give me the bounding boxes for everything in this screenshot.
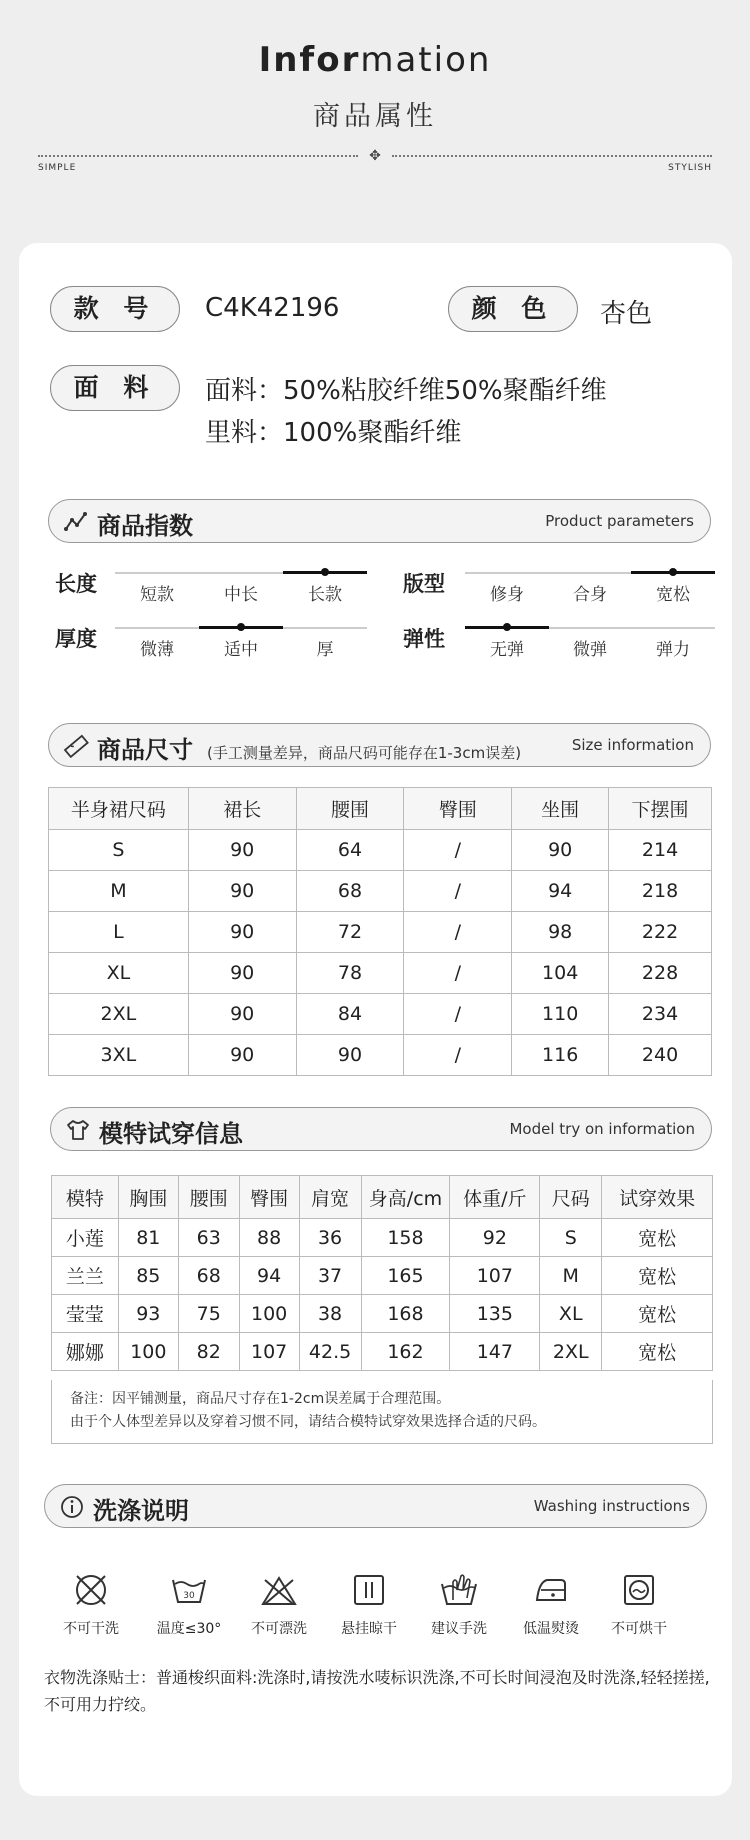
thickness-marker — [237, 623, 245, 631]
model-cell: 宽松 — [602, 1219, 713, 1257]
size-cell: 72 — [296, 912, 404, 953]
model-cell: 37 — [299, 1257, 361, 1295]
fabric-line-1: 面料：50%粘胶纤维50%聚酯纤维 — [205, 376, 607, 406]
size-cell: 90 — [188, 912, 296, 953]
model-cell: 168 — [361, 1295, 450, 1333]
model-cell: 100 — [239, 1295, 299, 1333]
fit-option: 修身 — [490, 585, 524, 605]
size-cell: 94 — [512, 871, 609, 912]
size-cell: / — [404, 830, 512, 871]
size-cell: 98 — [512, 912, 609, 953]
size-cell: 90 — [188, 953, 296, 994]
model-cell: 94 — [239, 1257, 299, 1295]
model-cell: 107 — [450, 1257, 540, 1295]
size-section-bar — [48, 723, 711, 767]
elasticity-label: 弹性 — [403, 627, 445, 651]
wash-label: 温度≤30° — [156, 1621, 222, 1637]
model-header-cell: 模特 — [52, 1176, 119, 1219]
size-header-cell: 裙长 — [188, 788, 296, 830]
model-row — [52, 1257, 713, 1295]
wash-label: 悬挂晾干 — [341, 1621, 397, 1637]
title-light-part: mation — [360, 40, 492, 80]
wash-label: 建议手洗 — [431, 1621, 487, 1637]
no-bleach-icon — [259, 1570, 299, 1610]
model-cell: S — [540, 1219, 602, 1257]
model-cell: 小莲 — [52, 1219, 119, 1257]
model-title-en: Model try on information — [509, 1120, 695, 1138]
size-cell: 78 — [296, 953, 404, 994]
size-title — [97, 730, 521, 765]
size-cell: / — [404, 1035, 512, 1076]
size-cell: / — [404, 871, 512, 912]
model-cell: 147 — [450, 1333, 540, 1371]
model-cell: 38 — [299, 1295, 361, 1333]
model-row — [52, 1219, 713, 1257]
length-option: 短款 — [140, 585, 174, 605]
size-cell: / — [404, 953, 512, 994]
size-cell: 104 — [512, 953, 609, 994]
elasticity-option: 弹力 — [656, 640, 690, 660]
model-cell: 2XL — [540, 1333, 602, 1371]
fit-option: 宽松 — [656, 585, 690, 605]
wash-label: 低温熨烫 — [523, 1621, 579, 1637]
model-header-cell: 身高/cm — [361, 1176, 450, 1219]
size-title-en: Size information — [571, 736, 694, 754]
wash-30-icon — [169, 1570, 209, 1610]
model-cell: 娜娜 — [52, 1333, 119, 1371]
model-cell: 88 — [239, 1219, 299, 1257]
wash-label: 不可烘干 — [611, 1621, 667, 1637]
wash-item — [146, 1570, 232, 1638]
size-header-cell: 半身裙尺码 — [49, 788, 189, 830]
model-header-row — [52, 1176, 713, 1219]
wash-label: 不可干洗 — [63, 1621, 119, 1637]
washing-title-en: Washing instructions — [533, 1497, 690, 1515]
color-label: 颜 色 — [448, 286, 578, 332]
size-cell: 218 — [609, 871, 712, 912]
wash-item — [416, 1570, 502, 1638]
size-cell: 240 — [609, 1035, 712, 1076]
size-cell: 222 — [609, 912, 712, 953]
model-cell: 165 — [361, 1257, 450, 1295]
wash-item — [326, 1570, 412, 1638]
length-label: 长度 — [55, 572, 97, 596]
tshirt-icon — [65, 1117, 91, 1143]
model-cell: 107 — [239, 1333, 299, 1371]
fit-option: 合身 — [573, 585, 607, 605]
length-option: 中长 — [224, 585, 258, 605]
size-cell: L — [49, 912, 189, 953]
style-no-value: C4K42196 — [205, 293, 340, 323]
size-cell: XL — [49, 953, 189, 994]
params-title: 商品指数 — [97, 512, 193, 540]
model-header-cell: 腰围 — [178, 1176, 239, 1219]
size-cell: 90 — [188, 994, 296, 1035]
trend-icon — [63, 509, 89, 535]
model-title: 模特试穿信息 — [99, 1120, 243, 1148]
washing-tip: 衣物洗涤贴士：普通梭织面料:洗涤时,请按洗水唛标识洗涤,不可长时间浸泡及时洗涤,轻轻搓搓,不可用力拧绞。 — [44, 1668, 710, 1714]
size-cell: 84 — [296, 994, 404, 1035]
size-cell: M — [49, 871, 189, 912]
size-header-row — [49, 788, 712, 830]
hang-dry-icon — [349, 1570, 389, 1610]
model-header-cell: 肩宽 — [299, 1176, 361, 1219]
ruler-icon — [63, 733, 89, 759]
simple-tag: SIMPLE — [38, 163, 77, 173]
divider-right — [392, 155, 712, 157]
model-table — [51, 1175, 713, 1371]
model-header-cell: 尺码 — [540, 1176, 602, 1219]
model-header-cell: 胸围 — [118, 1176, 178, 1219]
size-cell: 90 — [188, 871, 296, 912]
size-cell: 90 — [188, 830, 296, 871]
size-header-cell: 臀围 — [404, 788, 512, 830]
model-cell: 92 — [450, 1219, 540, 1257]
model-row — [52, 1333, 713, 1371]
wash-label: 不可漂洗 — [251, 1621, 307, 1637]
model-cell: 93 — [118, 1295, 178, 1333]
model-cell: M — [540, 1257, 602, 1295]
washing-section-bar — [44, 1484, 707, 1528]
thickness-option: 适中 — [224, 640, 258, 660]
size-row — [49, 1035, 712, 1076]
size-header-cell: 腰围 — [296, 788, 404, 830]
wash-item — [236, 1570, 322, 1638]
title-bold-part: Infor — [258, 40, 361, 80]
wash-item — [596, 1570, 682, 1638]
compass-icon: ✥ — [369, 148, 381, 164]
thickness-option: 微薄 — [140, 640, 174, 660]
size-table — [48, 787, 712, 1076]
size-cell: / — [404, 994, 512, 1035]
model-cell: 68 — [178, 1257, 239, 1295]
model-header-cell: 体重/斤 — [450, 1176, 540, 1219]
size-cell: 116 — [512, 1035, 609, 1076]
size-cell: 214 — [609, 830, 712, 871]
size-cell: 228 — [609, 953, 712, 994]
model-header-cell: 试穿效果 — [602, 1176, 713, 1219]
size-row — [49, 912, 712, 953]
info-icon — [59, 1494, 85, 1520]
size-cell: 2XL — [49, 994, 189, 1035]
model-cell: 莹莹 — [52, 1295, 119, 1333]
fabric-label: 面 料 — [50, 365, 180, 411]
model-cell: 宽松 — [602, 1333, 713, 1371]
length-option: 长款 — [308, 585, 342, 605]
size-title-text: 商品尺寸 — [97, 736, 193, 764]
model-row — [52, 1295, 713, 1333]
model-cell: 36 — [299, 1219, 361, 1257]
style-no-label: 款 号 — [50, 286, 180, 332]
model-cell: 75 — [178, 1295, 239, 1333]
model-note-line: 备注：因平铺测量，商品尺寸存在1-2cm误差属于合理范围。 — [70, 1391, 451, 1407]
model-cell: 63 — [178, 1219, 239, 1257]
page-subtitle: 商品属性 — [313, 101, 437, 132]
size-cell: 234 — [609, 994, 712, 1035]
stylish-tag: STYLISH — [668, 163, 712, 173]
size-row — [49, 953, 712, 994]
low-iron-icon — [531, 1570, 571, 1610]
fit-marker — [669, 568, 677, 576]
model-section-bar — [50, 1107, 712, 1151]
model-cell: XL — [540, 1295, 602, 1333]
model-cell: 宽松 — [602, 1295, 713, 1333]
size-cell: 110 — [512, 994, 609, 1035]
size-header-cell: 下摆围 — [609, 788, 712, 830]
size-cell: S — [49, 830, 189, 871]
model-cell: 85 — [118, 1257, 178, 1295]
size-cell: 3XL — [49, 1035, 189, 1076]
thickness-option: 厚 — [316, 640, 334, 660]
size-row — [49, 830, 712, 871]
size-cell: / — [404, 912, 512, 953]
model-cell: 82 — [178, 1333, 239, 1371]
model-note — [51, 1380, 713, 1444]
color-value: 杏色 — [600, 299, 653, 329]
size-row — [49, 871, 712, 912]
model-cell: 81 — [118, 1219, 178, 1257]
size-cell: 64 — [296, 830, 404, 871]
washing-title: 洗涤说明 — [93, 1497, 189, 1525]
no-dry-clean-icon — [71, 1570, 111, 1610]
wash-item — [48, 1570, 134, 1638]
divider-left — [38, 155, 358, 157]
hand-wash-icon — [439, 1570, 479, 1610]
wash-item — [508, 1570, 594, 1638]
elasticity-marker — [503, 623, 511, 631]
size-cell: 68 — [296, 871, 404, 912]
params-title-en: Product parameters — [545, 512, 694, 530]
model-header-cell: 臀围 — [239, 1176, 299, 1219]
size-cell: 90 — [296, 1035, 404, 1076]
model-cell: 162 — [361, 1333, 450, 1371]
thickness-label: 厚度 — [55, 627, 97, 651]
fabric-line-2: 里料：100%聚酯纤维 — [205, 418, 462, 448]
wash-temp-text: 30 — [183, 1591, 195, 1601]
model-cell: 135 — [450, 1295, 540, 1333]
fit-label: 版型 — [403, 572, 445, 596]
no-tumble-dry-icon — [619, 1570, 659, 1610]
model-cell: 42.5 — [299, 1333, 361, 1371]
model-cell: 158 — [361, 1219, 450, 1257]
size-note: (手工测量差异，商品尺码可能存在1-3cm误差) — [207, 744, 522, 762]
page-title-en — [0, 40, 750, 80]
model-note-line: 由于个人体型差异以及穿着习惯不同，请结合模特试穿效果选择合适的尺码。 — [70, 1414, 546, 1430]
params-section-bar — [48, 499, 711, 543]
elasticity-option: 微弹 — [573, 640, 607, 660]
length-marker — [321, 568, 329, 576]
size-row — [49, 994, 712, 1035]
model-cell: 宽松 — [602, 1257, 713, 1295]
size-cell: 90 — [512, 830, 609, 871]
elasticity-option: 无弹 — [490, 640, 524, 660]
model-cell: 兰兰 — [52, 1257, 119, 1295]
size-cell: 90 — [188, 1035, 296, 1076]
model-cell: 100 — [118, 1333, 178, 1371]
size-header-cell: 坐围 — [512, 788, 609, 830]
